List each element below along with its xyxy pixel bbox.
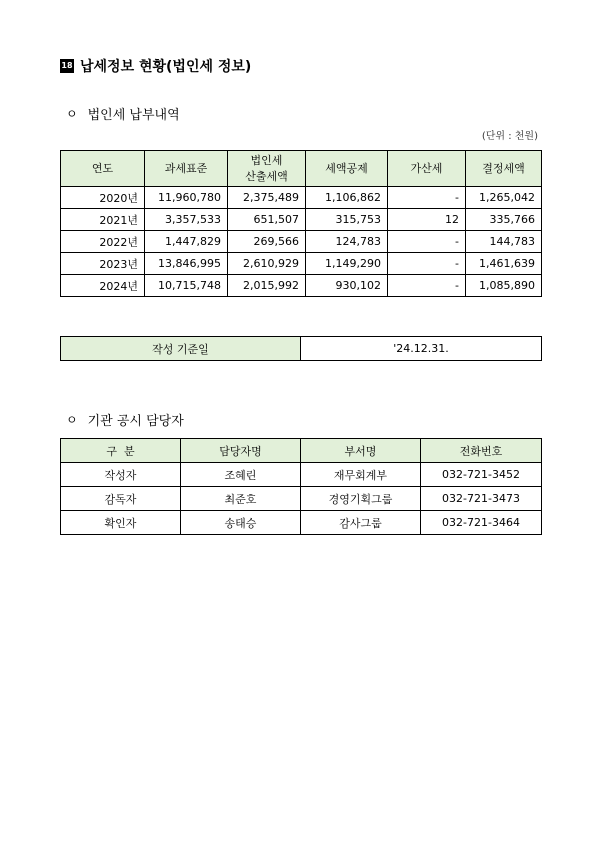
header-determined-tax: 결정세액 [466, 151, 542, 187]
header-penalty-tax: 가산세 [388, 151, 466, 187]
cell-tax-credit: 1,149,290 [306, 253, 388, 275]
cell-department: 감사그룹 [301, 511, 421, 535]
table-row [61, 209, 542, 231]
base-date-label: 작성 기준일 [61, 337, 301, 361]
cell-calculated-tax: 2,015,992 [228, 275, 306, 297]
table-row [61, 187, 542, 209]
cell-determined-tax: 335,766 [466, 209, 542, 231]
cell-phone: 032-721-3464 [421, 511, 542, 535]
table-row [61, 487, 542, 511]
base-date-row [61, 337, 542, 361]
cell-department: 경영기획그룹 [301, 487, 421, 511]
cell-penalty-tax: - [388, 275, 466, 297]
cell-tax-base: 1,447,829 [145, 231, 228, 253]
cell-tax-credit: 315,753 [306, 209, 388, 231]
header-department: 부서명 [301, 439, 421, 463]
cell-person-name: 최준호 [181, 487, 301, 511]
cell-role: 확인자 [61, 511, 181, 535]
cell-determined-tax: 144,783 [466, 231, 542, 253]
table-row [61, 511, 542, 535]
header-tax-base: 과세표준 [145, 151, 228, 187]
header-person-name: 담당자명 [181, 439, 301, 463]
header-phone: 전화번호 [421, 439, 542, 463]
cell-person-name: 조혜린 [181, 463, 301, 487]
cell-tax-credit: 1,106,862 [306, 187, 388, 209]
cell-tax-base: 3,357,533 [145, 209, 228, 231]
bullet-icon: ㅇ [66, 412, 78, 427]
cell-tax-base: 10,715,748 [145, 275, 228, 297]
tax-payment-table [60, 150, 542, 297]
header-category: 구 분 [61, 439, 181, 463]
table-row [61, 275, 542, 297]
cell-year: 2023년 [61, 253, 145, 275]
cell-tax-base: 13,846,995 [145, 253, 228, 275]
cell-tax-credit: 124,783 [306, 231, 388, 253]
contact-section-heading [66, 410, 184, 428]
base-date-table [60, 336, 542, 361]
base-date-value: '24.12.31. [301, 337, 542, 361]
cell-calculated-tax: 2,610,929 [228, 253, 306, 275]
tax-section-title: 법인세 납부내역 [87, 107, 180, 123]
cell-determined-tax: 1,461,639 [466, 253, 542, 275]
header-year: 연도 [61, 151, 145, 187]
cell-calculated-tax: 2,375,489 [228, 187, 306, 209]
cell-year: 2021년 [61, 209, 145, 231]
cell-calculated-tax: 651,507 [228, 209, 306, 231]
cell-role: 작성자 [61, 463, 181, 487]
cell-department: 재무회계부 [301, 463, 421, 487]
cell-year: 2020년 [61, 187, 145, 209]
table-row [61, 231, 542, 253]
cell-penalty-tax: - [388, 187, 466, 209]
cell-determined-tax: 1,265,042 [466, 187, 542, 209]
cell-determined-tax: 1,085,890 [466, 275, 542, 297]
table-header-row [61, 439, 542, 463]
cell-penalty-tax: - [388, 231, 466, 253]
bullet-icon: ㅇ [66, 106, 78, 121]
contact-table [60, 438, 542, 535]
cell-penalty-tax: - [388, 253, 466, 275]
unit-note: (단위 : 천원) [481, 131, 538, 142]
cell-year: 2022년 [61, 231, 145, 253]
cell-calculated-tax: 269,566 [228, 231, 306, 253]
heading-text: 납세정보 현황(법인세 정보) [80, 59, 252, 75]
cell-person-name: 송태승 [181, 511, 301, 535]
cell-tax-base: 11,960,780 [145, 187, 228, 209]
heading-number-badge: 18 [60, 59, 74, 73]
cell-penalty-tax: 12 [388, 209, 466, 231]
cell-phone: 032-721-3473 [421, 487, 542, 511]
contact-section-title: 기관 공시 담당자 [87, 413, 184, 429]
header-calculated-tax: 법인세 산출세액 [228, 151, 306, 187]
table-header-row [61, 151, 542, 187]
tax-section-heading [66, 104, 180, 122]
header-tax-credit: 세액공제 [306, 151, 388, 187]
table-row [61, 253, 542, 275]
cell-year: 2024년 [61, 275, 145, 297]
cell-role: 감독자 [61, 487, 181, 511]
cell-tax-credit: 930,102 [306, 275, 388, 297]
table-row [61, 463, 542, 487]
cell-phone: 032-721-3452 [421, 463, 542, 487]
page-heading [60, 55, 251, 77]
